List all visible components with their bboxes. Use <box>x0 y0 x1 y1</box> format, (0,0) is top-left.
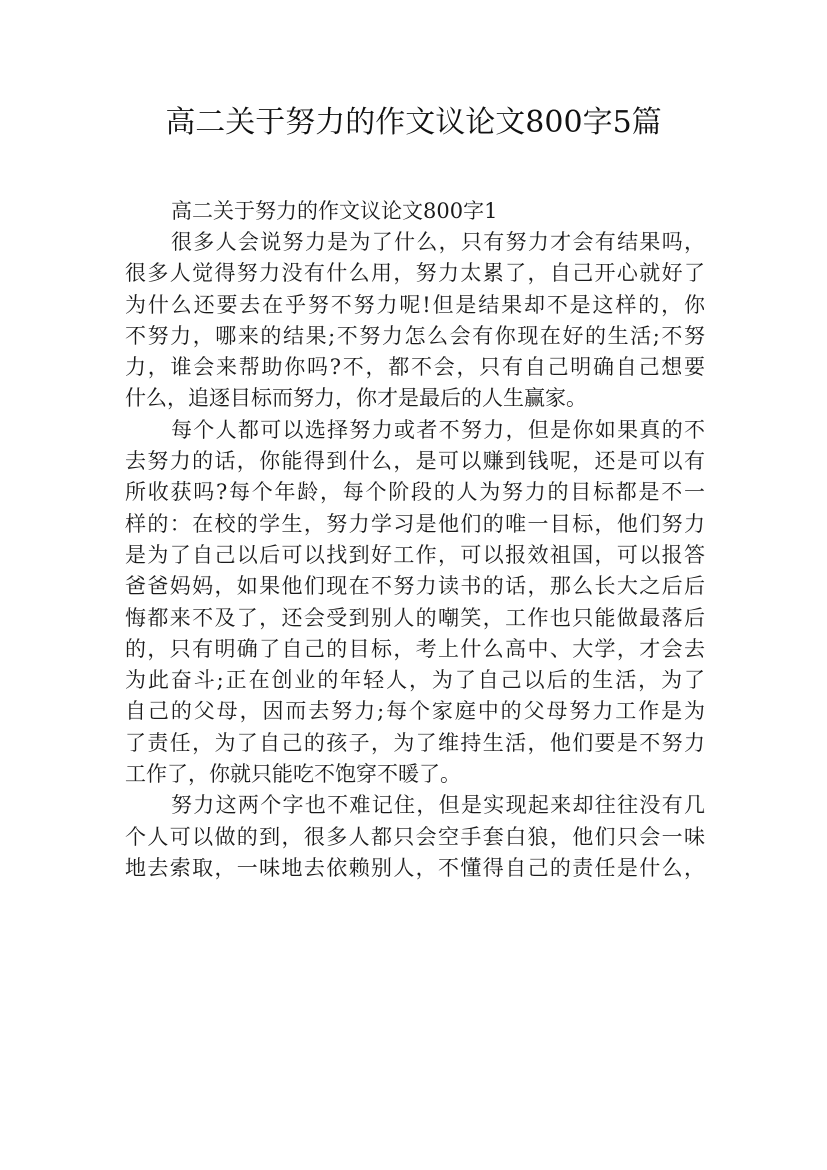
essay-subtitle: 高二关于努力的作文议论文800字1 <box>171 199 498 223</box>
paragraph-line: 力，谁会来帮助你吗?不，都不会，只有自己明确自己想要 <box>125 355 705 380</box>
paragraph-line: 什么，追逐目标而努力，你才是最后的人生赢家。 <box>125 386 587 411</box>
paragraph-line: 是为了自己以后可以找到好工作，可以报效祖国，可以报答 <box>125 542 705 567</box>
paragraph-line: 为什么还要去在乎努不努力呢!但是结果却不是这样的，你 <box>125 292 705 317</box>
paragraph-line: 地去索取，一味地去依赖别人，不懂得自己的责任是什么， <box>125 855 705 880</box>
paragraph-line: 的，只有明确了自己的目标，考上什么高中、大学，才会去 <box>125 636 705 661</box>
paragraph-3 <box>125 790 705 884</box>
paragraph-1 <box>125 227 705 415</box>
paragraph-line: 样的：在校的学生，努力学习是他们的唯一目标，他们努力 <box>125 511 705 536</box>
paragraph-line: 很多人觉得努力没有什么用，努力太累了，自己开心就好了 <box>125 261 705 286</box>
paragraph-line: 个人可以做的到，很多人都只会空手套白狼，他们只会一味 <box>125 824 705 849</box>
paragraph-line: 努力这两个字也不难记住，但是实现起来却往往没有几 <box>171 793 705 818</box>
paragraph-line: 悔都来不及了，还会受到别人的嘲笑，工作也只能做最落后 <box>125 605 705 630</box>
paragraph-line: 去努力的话，你能得到什么，是可以赚到钱呢，还是可以有 <box>125 449 705 474</box>
paragraph-line: 了责任，为了自己的孩子，为了维持生活，他们要是不努力 <box>125 730 705 755</box>
paragraph-line: 为此奋斗;正在创业的年轻人，为了自己以后的生活，为了 <box>125 668 705 693</box>
document-title: 高二关于努力的作文议论文800字5篇 <box>165 105 662 140</box>
paragraph-line: 所收获吗?每个年龄，每个阶段的人为努力的目标都是不一 <box>125 480 705 505</box>
paragraph-2 <box>125 415 705 791</box>
paragraph-line: 自己的父母，因而去努力;每个家庭中的父母努力工作是为 <box>125 699 705 724</box>
document-body <box>125 196 705 884</box>
paragraph-line: 每个人都可以选择努力或者不努力，但是你如果真的不 <box>171 417 705 442</box>
paragraph-line: 爸爸妈妈，如果他们现在不努力读书的话，那么长大之后后 <box>125 574 705 599</box>
paragraph-line: 不努力，哪来的结果;不努力怎么会有你现在好的生活;不努 <box>125 323 705 348</box>
paragraph-line: 很多人会说努力是为了什么，只有努力才会有结果吗， <box>171 230 705 254</box>
paragraph-line: 工作了，你就只能吃不饱穿不暖了。 <box>125 762 461 787</box>
